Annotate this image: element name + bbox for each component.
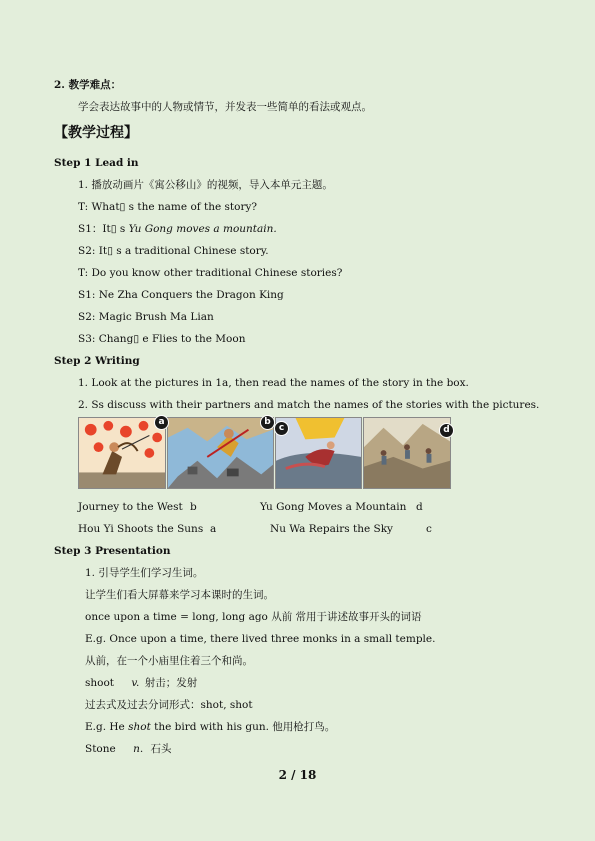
step2-line-1: 1. Look at the pictures in 1a, then read the names of the story in the box.: [78, 377, 469, 389]
s1-prefix: S1：It▯ s: [78, 223, 129, 235]
match-letter: d: [416, 501, 423, 513]
match-letter: a: [210, 523, 217, 535]
step1-line-1: 1. 播放动画片《寓公移山》的视频，导入本单元主题。: [78, 179, 333, 191]
stone-pos: n.: [133, 743, 144, 755]
shoot-meaning: 射击；发射: [144, 677, 198, 689]
step1-line-7: S3: Chang▯ e Flies to the Moon: [78, 333, 246, 345]
match-row-2-left: Hou Yi Shoots the Suns: [78, 523, 204, 535]
picture-b: [167, 417, 274, 489]
picture-a: [78, 417, 166, 489]
step1-line-3: S2: It▯ s a traditional Chinese story.: [78, 245, 269, 257]
picture-d: [363, 417, 451, 489]
step3-line-5: 从前，在一个小庙里住着三个和尚。: [85, 655, 253, 667]
badge-d: d: [439, 423, 454, 438]
badge-a: a: [154, 415, 169, 430]
page-number: 2 / 18: [278, 768, 317, 782]
stone-meaning: 石头: [150, 743, 172, 755]
match-letter: c: [426, 523, 432, 535]
story-pictures: [78, 417, 451, 489]
step3-line-3: once upon a time = long, long ago 从前 常用于讲述故事开头的词语: [85, 611, 422, 623]
shoot-pos: v.: [131, 677, 140, 689]
shoot-entry: [85, 676, 197, 690]
s1-italic: Yu Gong moves a mountain.: [128, 223, 277, 235]
match-name: Journey to the West: [78, 501, 183, 513]
badge-b: b: [260, 415, 275, 430]
stone-entry: [85, 742, 172, 756]
match-row-2-right: Nu Wa Repairs the Sky: [270, 523, 393, 535]
step3-line-4: E.g. Once upon a time, there lived three monks in a small temple.: [85, 633, 436, 645]
step1-line-2: T: What▯ s the name of the story?: [78, 201, 258, 213]
match-row-1-left: [78, 500, 183, 514]
step1-title: Step 1 Lead in: [54, 157, 139, 169]
eg2-line: [85, 720, 335, 734]
difficulty-content: 学会表达故事中的人物或情节，并发表一些简单的看法或观点。: [78, 101, 372, 113]
badge-c: c: [274, 421, 289, 436]
step1-line-4: T: Do you know other traditional Chinese stories?: [78, 267, 343, 279]
eg2-italic: shot: [128, 721, 151, 733]
stone-word: Stone: [85, 743, 116, 755]
step3-line-1: 1. 引导学生们学习生词。: [85, 567, 204, 579]
process-heading: 【教学过程】: [54, 125, 138, 141]
step2-title: Step 2 Writing: [54, 355, 140, 367]
step3-title: Step 3 Presentation: [54, 545, 171, 557]
step1-line-6: S2: Magic Brush Ma Lian: [78, 311, 214, 323]
step1-line-s1: [78, 222, 277, 236]
step2-line-2: 2. Ss discuss with their partners and match the names of the stories with the pictures.: [78, 399, 540, 411]
eg2-suffix: the bird with his gun. 他用枪打鸟。: [150, 721, 336, 733]
match-letter: b: [190, 501, 197, 513]
eg2-prefix: E.g. He: [85, 721, 129, 733]
shoot-word: shoot: [85, 677, 115, 689]
step1-line-5: S1: Ne Zha Conquers the Dragon King: [78, 289, 284, 301]
step3-line-6: 过去式及过去分词形式：shot, shot: [85, 699, 253, 711]
difficulty-title: 2. 教学难点：: [54, 79, 122, 91]
match-row-1-right: Yu Gong Moves a Mountain: [260, 501, 407, 513]
step3-line-2: 让学生们看大屏幕来学习本课时的生词。: [85, 589, 274, 601]
